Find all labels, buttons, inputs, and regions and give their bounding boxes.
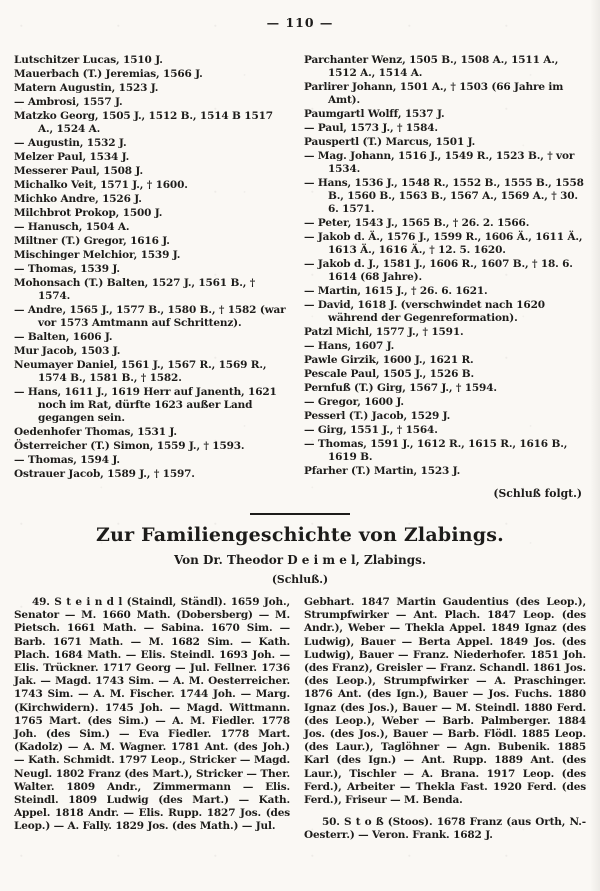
register-entry: Pawle Girzik, 1600 J., 1621 R.: [304, 354, 474, 366]
register-entry: — Paul, 1573 J., † 1584.: [304, 122, 438, 134]
register-entry: Österreicher (T.) Simon, 1559 J., † 1593.: [14, 440, 245, 452]
article-body: [0, 596, 600, 843]
article-column-left: 49. S t e i n d l (Staindl, Ständl). 1659 Joh., Senator — M. 1660 Math. (Dobersberg) — M. Pietsch. 1661 Math. — Sabina. 1670 Sim. — Barb. 1671 Math. — M. 1682 Sim. — Kath. Plach. 1684 Math. — Elis. Steindl. 1693 Joh. — Elis. Trückner. 1717 Georg — Jul. Fellner. 1736 Jak. — Magd. 1743 Sim. — A. M. Oesterreicher. 1743 Sim. — A. M. Fischer. 1744 Joh. — Marg. (Kirchwidern). 1745 Joh. — Magd. Wittmann. 1765 Mart. (des Sim.) — A. M. Fiedler. 1778 Joh. (des Sim.) — Eva Fiedler. 1778 Mart. (Kadolz) — A. M. Wagner. 1781 Ant. (des Joh.) — Kath. Schmidt. 1797 Leop., Stricker — Magd. Neugl. 1802 Franz (des Mart.), Stricker — Ther. Walter. 1809 Andr., Zimmermann — Elis. Steindl. 1809 Ludwig (des Mart.) — Kath. Appel. 1818 Andr. — Elis. Rupp. 1827 Jos. (des Leop.) — A. Fally. 1829 Jos. (des Math.) — Jul.: [14, 596, 290, 833]
register-entry: Miltner (T.) Gregor, 1616 J.: [14, 235, 170, 247]
section-divider-rule: [250, 513, 350, 515]
register-entry: — Hanusch, 1504 A.: [14, 221, 130, 233]
register-column-right: [304, 54, 586, 500]
register-entry: Matern Augustin, 1523 J.: [14, 82, 159, 94]
register-column-right-entries: [304, 54, 586, 478]
register-entry: Pesserl (T.) Jacob, 1529 J.: [304, 410, 451, 422]
register-entry: Michalko Veit, 1571 J., † 1600.: [14, 179, 188, 191]
register-entry: Pauspertl (T.) Marcus, 1501 J.: [304, 136, 476, 148]
article-paragraph-50: 50. S t o ß (Stoos). 1678 Franz (aus Orth, N.-Oesterr.) — Veron. Frank. 1682 J.: [304, 816, 586, 842]
register-entry: Neumayer Daniel, 1561 J., 1567 R., 1569 R., 1574 B., 1581 B., † 1582.: [14, 359, 267, 384]
page-number: — 110 —: [266, 15, 334, 30]
register-entry: — Hans, 1536 J., 1548 R., 1552 B., 1555 B., 1558 B., 1560 B., 1563 B., 1567 A., 1569 A., † 30. 6. 1571.: [304, 177, 584, 215]
register-entry: Patzl Michl, 1577 J., † 1591.: [304, 326, 464, 338]
article-byline: Von Dr. Theodor D e i m e l, Zlabings.: [173, 553, 427, 567]
article-paragraph-49-continuation: Gebhart. 1847 Martin Gaudentius (des Leop.), Strumpfwirker — Ant. Plach. 1847 Leop. (des Andr.), Weber — Thekla Appel. 1849 Ignaz (des Ludwig), Bauer — Berta Appel. 1849 Jos. (des Ludwig), Bauer — Franz. Niederhofer. 1851 Joh. (des Franz), Greisler — Franz. Schandl. 1861 Jos. (des Leop.), Strumpfwirker — A. Praschinger. 1876 Ant. (des Ign.), Bauer — Jos. Fuchs. 1880 Ignaz (des Jos.), Bauer — M. Steindl. 1880 Ferd. (des Leop.), Weber — Barb. Palmberger. 1884 Jos. (des Jos.), Bauer — Barb. Flödl. 1885 Leop. (des Laur.), Taglöhner — Agn. Bubenik. 1885 Karl (des Ign.) — Ant. Rupp. 1889 Ant. (des Laur.), Tischler — A. Brana. 1917 Leop. (des Ferd.), Arbeiter — Thekla Fast. 1920 Ferd. (des Ferd.), Friseur — M. Benda.: [304, 596, 586, 807]
register-entry: Paumgartl Wolff, 1537 J.: [304, 108, 445, 120]
register-entry: Mur Jacob, 1503 J.: [14, 345, 121, 357]
register-entry: Mischinger Melchior, 1539 J.: [14, 249, 181, 261]
register-entry: — David, 1618 J. (verschwindet nach 1620 während der Gegenreformation).: [304, 299, 545, 324]
register-entry: — Hans, 1611 J., 1619 Herr auf Janenth, 1621 noch im Rat, dürfte 1623 außer Land gegangen sein.: [14, 386, 277, 424]
register-entry: — Andre, 1565 J., 1577 B., 1580 B., † 1582 (war vor 1573 Amtmann auf Schrittenz).: [14, 304, 286, 329]
register-entry: — Peter, 1543 J., 1565 B., † 26. 2. 1566.: [304, 217, 530, 229]
register-section: [0, 54, 600, 500]
register-entry: — Balten, 1606 J.: [14, 331, 113, 343]
register-entry: Oedenhofer Thomas, 1531 J.: [14, 426, 177, 438]
register-entry: Lutschitzer Lucas, 1510 J.: [14, 54, 163, 66]
register-entry: Pfarher (T.) Martin, 1523 J.: [304, 465, 461, 477]
register-entry: — Girg, 1551 J., † 1564.: [304, 424, 438, 436]
register-entry: Melzer Paul, 1534 J.: [14, 151, 130, 163]
register-entry: Messerer Paul, 1508 J.: [14, 165, 143, 177]
register-entry: — Martin, 1615 J., † 26. 6. 1621.: [304, 285, 488, 297]
register-entry: Parlirer Johann, 1501 A., † 1503 (66 Jahre im Amt).: [304, 81, 564, 106]
register-entry: — Jakob d. Ä., 1576 J., 1599 R., 1606 Ä., 1611 Ä., 1613 Ä., 1616 Ä., † 12. 5. 1620.: [304, 231, 583, 256]
article-part-note: (Schluß.): [271, 573, 329, 586]
register-entry: — Thomas, 1539 J.: [14, 263, 120, 275]
register-entry: Mauerbach (T.) Jeremias, 1566 J.: [14, 68, 203, 80]
register-entry: Matzko Georg, 1505 J., 1512 B., 1514 B 1517 A., 1524 A.: [14, 110, 273, 135]
continuation-note: (Schluß folgt.): [493, 487, 582, 500]
register-entry: — Thomas, 1594 J.: [14, 454, 120, 466]
register-entry: Pescale Paul, 1505 J., 1526 B.: [304, 368, 474, 380]
register-entry: — Hans, 1607 J.: [304, 340, 395, 352]
register-column-left: [14, 54, 290, 500]
register-entry: — Mag. Johann, 1516 J., 1549 R., 1523 B., † vor 1534.: [304, 150, 575, 175]
register-entry: Parchanter Wenz, 1505 B., 1508 A., 1511 A., 1512 A., 1514 A.: [304, 54, 559, 79]
register-entry: — Jakob d. J., 1581 J., 1606 R., 1607 B., † 18. 6. 1614 (68 Jahre).: [304, 258, 573, 283]
register-entry: — Thomas, 1591 J., 1612 R., 1615 R., 1616 B., 1619 B.: [304, 438, 568, 463]
register-entry: Milchbrot Prokop, 1500 J.: [14, 207, 163, 219]
register-entry: Michko Andre, 1526 J.: [14, 193, 142, 205]
article-title: Zur Familiengeschichte von Zlabings.: [96, 524, 504, 546]
register-entry: Ostrauer Jacob, 1589 J., † 1597.: [14, 468, 195, 480]
register-entry: Mohonsach (T.) Balten, 1527 J., 1561 B., † 1574.: [14, 277, 256, 302]
register-entry: Pernfuß (T.) Girg, 1567 J., † 1594.: [304, 382, 497, 394]
register-entry: — Ambrosi, 1557 J.: [14, 96, 123, 108]
article-column-right: [304, 596, 586, 843]
register-entry: — Augustin, 1532 J.: [14, 137, 127, 149]
register-entry: — Gregor, 1600 J.: [304, 396, 404, 408]
